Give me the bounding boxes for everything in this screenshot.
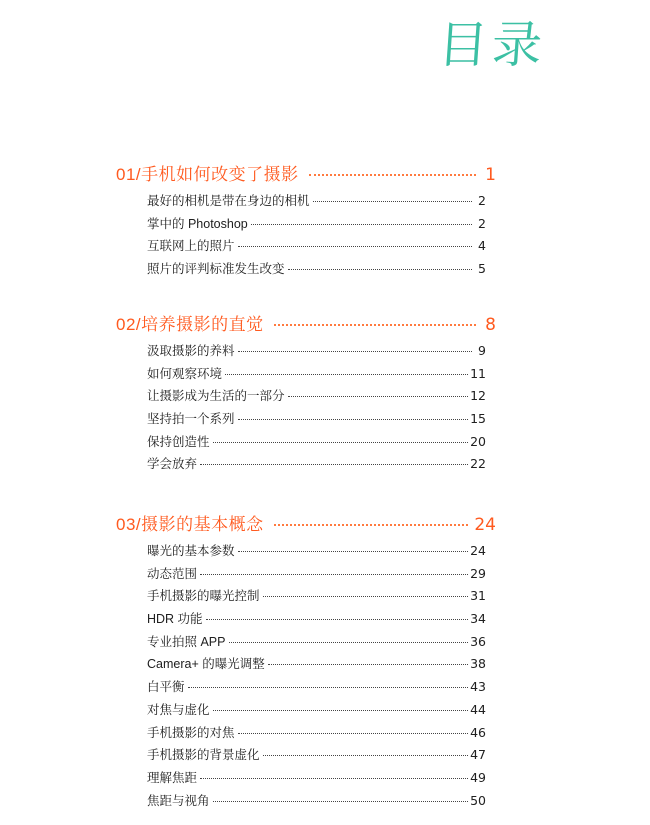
dot-leader [213, 801, 469, 802]
toc-entry-label: 对焦与虚化 [147, 702, 210, 717]
toc-entry-page: 2 [478, 193, 486, 208]
toc-entry[interactable] [147, 190, 486, 213]
section-page-number: 1 [485, 165, 496, 185]
toc-entry[interactable] [147, 676, 486, 699]
toc-entry-label: 动态范围 [147, 566, 198, 581]
dot-leader [200, 574, 468, 575]
toc-entry-label: 最好的相机是带在身边的相机 [147, 194, 310, 208]
toc-entry-page: 2 [478, 215, 486, 231]
toc-entry[interactable] [147, 608, 486, 631]
dot-leader [238, 419, 469, 420]
toc-entry-page: 31 [470, 588, 486, 604]
toc-entry[interactable] [147, 453, 486, 476]
toc-entry-page: 47 [470, 747, 486, 763]
toc-entry[interactable] [147, 235, 486, 258]
dot-leader [225, 374, 468, 375]
section-heading-label: 02/培养摄影的直觉 [116, 315, 264, 334]
section-heading[interactable] [116, 512, 496, 538]
toc-entry-label: HDR 功能 [147, 612, 203, 627]
toc-entry-label: 坚持拍一个系列 [147, 412, 235, 427]
section-page-number: 24 [474, 515, 496, 535]
toc-entry[interactable] [147, 408, 486, 431]
toc-entry-label: 手机摄影的背景虚化 [147, 748, 260, 763]
toc-entry[interactable] [147, 540, 486, 563]
toc-entry[interactable] [147, 431, 486, 454]
toc-entry[interactable] [147, 563, 486, 586]
toc-entry-page: 46 [470, 724, 486, 740]
toc-entry[interactable] [147, 744, 486, 767]
toc-entry[interactable] [147, 258, 486, 281]
toc-entry-label: 让摄影成为生活的一部分 [147, 389, 285, 404]
toc-entry-page: 15 [470, 411, 486, 427]
toc-entry-page: 44 [470, 701, 486, 717]
toc-entry-label: 焦距与视角 [147, 793, 210, 808]
toc-entry-label: 保持创造性 [147, 434, 210, 449]
toc-entry-page: 4 [478, 238, 486, 254]
section-heading-label: 01/手机如何改变了摄影 [116, 165, 299, 184]
toc-entry-page: 11 [470, 365, 486, 381]
toc-entry-label: 照片的评判标准发生改变 [147, 262, 285, 277]
toc-entry-label: 白平衡 [147, 680, 185, 695]
toc-section-01 [116, 162, 496, 281]
toc-entry-page: 34 [470, 611, 486, 627]
toc-entry[interactable] [147, 699, 486, 722]
dot-leader [313, 201, 472, 202]
dot-leader [268, 664, 468, 665]
dot-leader [213, 442, 469, 443]
toc-entry-label: Camera+ 的曝光调整 [147, 657, 265, 672]
dot-leader [238, 246, 472, 247]
toc-entry-label: 曝光的基本参数 [147, 544, 235, 558]
toc-entry-label: 理解焦距 [147, 770, 198, 785]
dot-leader [206, 619, 469, 620]
toc-section-03 [116, 512, 496, 812]
toc-entry-page: 50 [470, 792, 486, 808]
toc-entry[interactable] [147, 340, 486, 363]
page-title: 目录 [435, 16, 549, 74]
dot-leader [238, 551, 469, 552]
toc-entry-page: 20 [470, 433, 486, 449]
toc-entry-page: 22 [470, 456, 486, 472]
dot-leader [251, 224, 472, 225]
toc-entry-page: 12 [470, 388, 486, 404]
dot-leader [238, 351, 472, 352]
dot-leader [274, 324, 476, 326]
toc-entry-label: 互联网上的照片 [147, 239, 235, 254]
toc-entry-label: 手机摄影的对焦 [147, 725, 235, 740]
dot-leader [188, 687, 469, 688]
toc-entry-page: 5 [478, 261, 486, 277]
toc-entry-page: 36 [470, 633, 486, 649]
toc-entry[interactable] [147, 722, 486, 745]
dot-leader [309, 174, 476, 176]
toc-entry-page: 24 [470, 543, 486, 558]
section-heading[interactable] [116, 312, 496, 338]
section-heading[interactable] [116, 162, 496, 188]
toc-entry-label: 学会放弃 [147, 457, 198, 472]
dot-leader [238, 733, 469, 734]
toc-entry[interactable] [147, 631, 486, 654]
dot-leader [288, 396, 469, 397]
toc-entry[interactable] [147, 385, 486, 408]
toc-entry-label: 手机摄影的曝光控制 [147, 589, 260, 604]
toc-entry-page: 9 [478, 343, 486, 358]
toc-entry-label: 如何观察环境 [147, 366, 223, 381]
toc-entry[interactable] [147, 363, 486, 386]
dot-leader [288, 269, 472, 270]
dot-leader [200, 464, 468, 465]
dot-leader [263, 596, 469, 597]
dot-leader [274, 524, 469, 526]
toc-entry[interactable] [147, 653, 486, 676]
toc-section-02 [116, 312, 496, 476]
toc-entry-page: 49 [470, 769, 486, 785]
toc-entry-label: 掌中的 Photoshop [147, 216, 248, 231]
dot-leader [263, 755, 469, 756]
toc-entry[interactable] [147, 585, 486, 608]
toc-entry-label: 汲取摄影的养料 [147, 344, 235, 358]
toc-entry-page: 43 [470, 679, 486, 695]
toc-entry-page: 38 [470, 656, 486, 672]
section-page-number: 8 [485, 315, 496, 335]
dot-leader [229, 642, 469, 643]
dot-leader [200, 778, 468, 779]
toc-entry-page: 29 [470, 565, 486, 581]
toc-entry[interactable] [147, 213, 486, 236]
toc-entry-label: 专业拍照 APP [147, 634, 226, 649]
section-heading-label: 03/摄影的基本概念 [116, 515, 264, 534]
toc-entry[interactable] [147, 790, 486, 813]
toc-entry[interactable] [147, 767, 486, 790]
dot-leader [213, 710, 469, 711]
